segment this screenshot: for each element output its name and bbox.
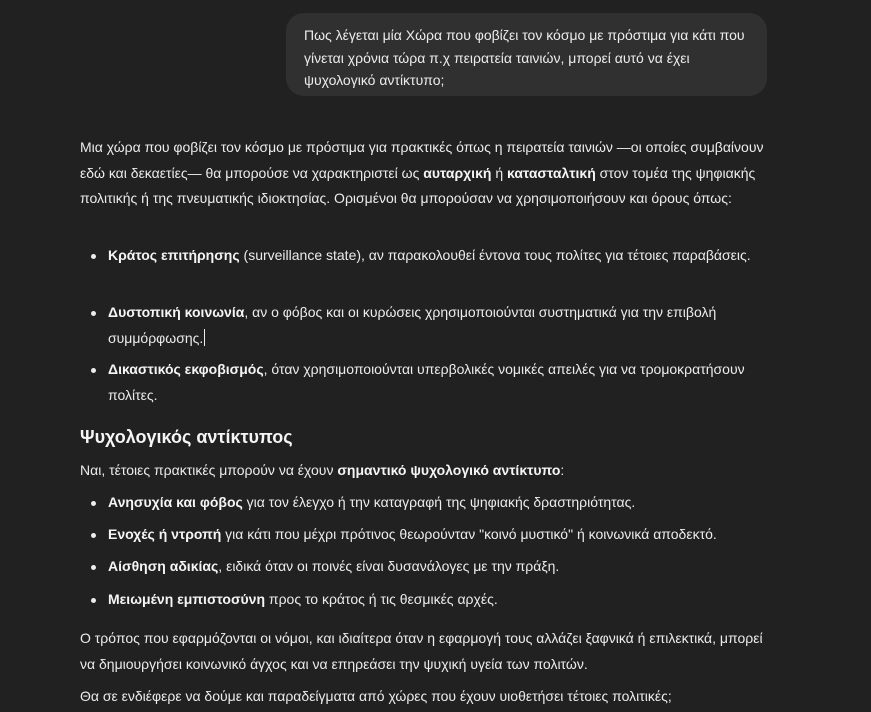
impact-intro-text-1: Ναι, τέτοιες πρακτικές μπορούν να έχουν: [80, 462, 338, 478]
bullet-point: [91, 598, 96, 603]
impact-intro-bold: σημαντικό ψυχολογικό αντίκτυπο: [337, 462, 561, 478]
impact-intro-text-2: :: [560, 462, 565, 478]
term-text: , αν ο φόβος και οι κυρώσεις χρησιμοποιούνται συστηματικά για την επιβολή συμμόρφωσης.: [108, 304, 717, 346]
term-bold: Κράτος επιτήρησης: [108, 247, 240, 263]
bullet-point: [91, 501, 96, 506]
intro-paragraph: [80, 135, 770, 212]
conclusion-paragraph: Ο τρόπος που εφαρμόζονται οι νόμοι, και ιδιαίτερα όταν η εφαρμογή τους αλλάζει ξαφνικά ή επιλεκτικά, μπορεί να δημιουργήσει κοινωνικό άγχος και να επηρεάσει την ψυχική υγεία των πολιτών.: [80, 630, 763, 672]
followup-question: Θα σε ενδιέφερε να δούμε και παραδείγματα από χώρες που έχουν υιοθετήσει τέτοιες πολιτικές;: [80, 688, 672, 704]
user-message-text: Πως λέγεται μία Χώρα που φοβίζει τον κόσμο με πρόστιμα για κάτι που γίνεται χρόνια τώρα π.χ πειρατεία ταινιών, μπορεί αυτό να έχει ψυχολογικό αντίκτυπο;: [304, 27, 745, 88]
intro-text-1: Μια χώρα που φοβίζει τον κόσμο με πρόστιμα για πρακτικές όπως η πειρατεία ταινιών —οι οποίες συμβαίνουν εδώ και δεκαετίες— θα μπορούσε να χαρακτηριστεί ως: [80, 139, 764, 181]
intro-text-3: στον τομέα της ψηφιακής πολιτικής ή της πνευματικής ιδιοκτησίας. Ορισμένοι θα μπορούσαν να χρησιμοποιήσουν και όρους όπως:: [80, 164, 756, 206]
intro-bold-2: κατασταλτική: [507, 164, 596, 181]
bullet-point: [91, 533, 96, 538]
impact-text: προς το κράτος ή τις θεσμικές αρχές.: [265, 591, 498, 607]
impact-bold: Ανησυχία και φόβος: [108, 494, 243, 510]
bullet-point: [91, 368, 96, 373]
bullet-point: [91, 311, 96, 316]
text-cursor: [204, 329, 205, 346]
bullet-point: [91, 565, 96, 570]
list-item: [108, 522, 758, 548]
impact-bold: Μειωμένη εμπιστοσύνη: [108, 591, 266, 607]
term-bold: Δικαστικός εκφοβισμός: [108, 361, 264, 377]
term-text: (surveillance state), αν παρακολουθεί έντονα τους πολίτες για τέτοιες παραβάσεις.: [239, 247, 751, 263]
list-item: [108, 587, 758, 613]
section-heading: Ψυχολογικός αντίκτυπος: [80, 427, 293, 447]
list-item: [108, 243, 758, 269]
impact-bold: Ενοχές ή ντροπή: [108, 526, 222, 542]
impact-text: , ειδικά όταν οι ποινές είναι δυσανάλογες με την πράξη.: [218, 558, 560, 574]
list-item: [108, 490, 758, 516]
impact-intro-paragraph: [80, 458, 770, 484]
term-bold: Δυστοπική κοινωνία: [108, 304, 245, 320]
bullet-point: [91, 254, 96, 259]
list-item: [108, 554, 758, 580]
impact-text: για τον έλεγχο ή την καταγραφή της ψηφιακής δραστηριότητας.: [242, 494, 636, 510]
intro-text-2: ή: [491, 164, 508, 181]
term-text: , όταν χρησιμοποιούνται υπερβολικές νομικές απειλές για να τρομοκρατήσουν πολίτες.: [108, 361, 745, 403]
user-message-bubble: [286, 13, 767, 96]
list-item: [108, 300, 758, 351]
list-item: [108, 357, 758, 408]
intro-bold-1: αυταρχική: [423, 164, 492, 181]
impact-bold: Αίσθηση αδικίας: [108, 558, 219, 574]
impact-text: για κάτι που μέχρι πρότινος θεωρούνταν "κοινό μυστικό" ή κοινωνικά αποδεκτό.: [221, 526, 717, 542]
